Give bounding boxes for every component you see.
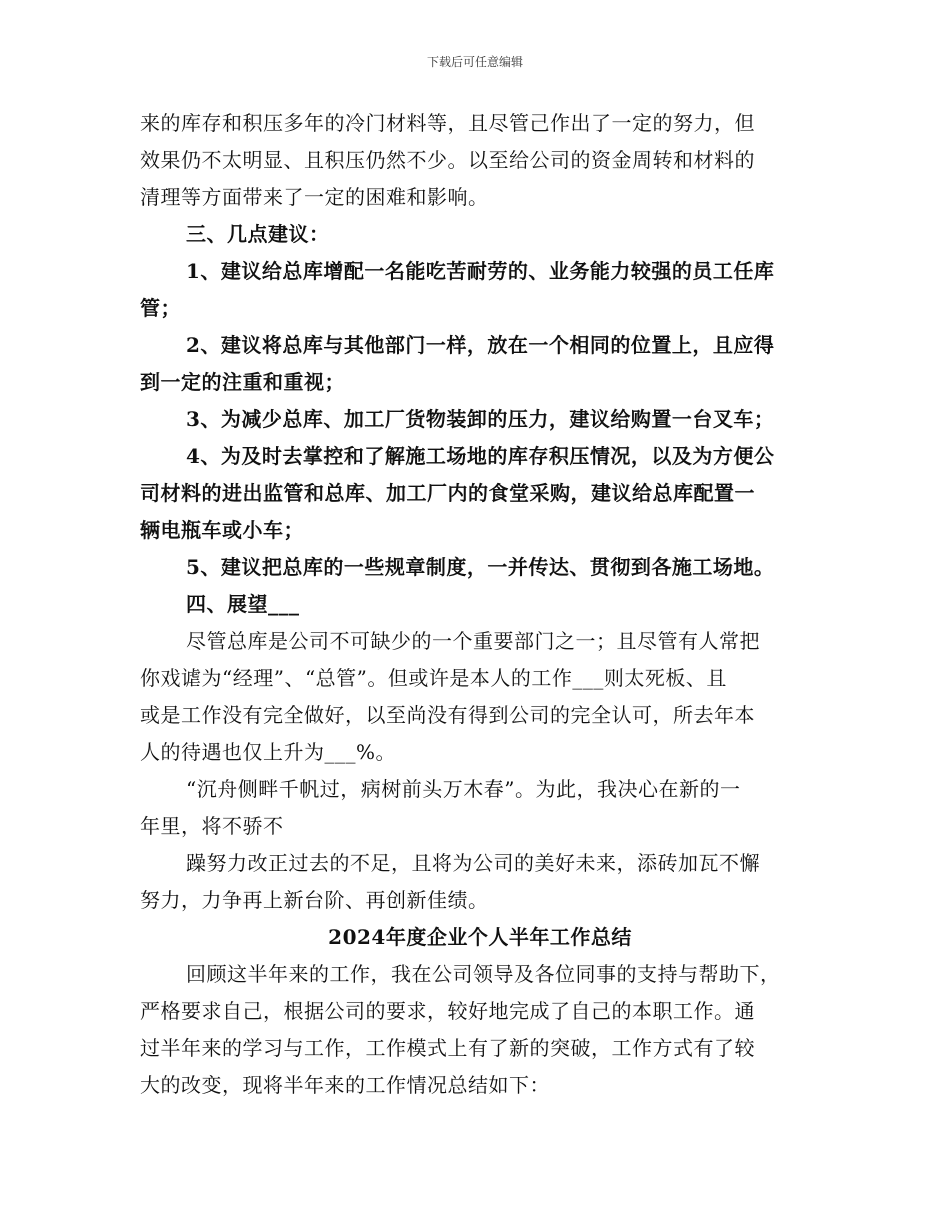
paragraph-line: 人的待遇也仅上升为___%。 bbox=[140, 740, 397, 764]
summary-line: 回顾这半年来的工作，我在公司领导及各位同事的支持与帮助下， bbox=[186, 962, 781, 986]
section-heading: 三、几点建议： bbox=[186, 222, 330, 246]
paragraph-line: 努力，力争再上新台阶、再创新佳绩。 bbox=[140, 888, 489, 912]
summary-line: 大的改变，现将半年来的工作情况总结如下： bbox=[140, 1073, 550, 1097]
paragraph-line: 清理等方面带来了一定的困难和影响。 bbox=[140, 185, 489, 209]
suggestion-line: 3、为减少总库、加工厂货物装卸的压力，建议给购置一台叉车； bbox=[186, 407, 775, 431]
suggestion-line: 4、为及时去掌控和了解施工场地的库存积压情况，以及为方便公 bbox=[186, 444, 775, 468]
paragraph-line: 躁努力改正过去的不足，且将为公司的美好未来，添砖加瓦不懈 bbox=[186, 851, 760, 875]
page-header: 下载后可任意编辑 bbox=[426, 55, 523, 69]
summary-line: 过半年来的学习与工作，工作模式上有了新的突破，工作方式有了较 bbox=[140, 1036, 755, 1060]
document-body bbox=[140, 105, 820, 1104]
document-title: 2024年度企业个人半年工作总结 bbox=[328, 925, 632, 949]
suggestion-line: 辆电瓶车或小车； bbox=[140, 518, 304, 542]
summary-line: 严格要求自己，根据公司的要求，较好地完成了自己的本职工作。通 bbox=[140, 999, 755, 1023]
suggestion-line: 2、建议将总库与其他部门一样，放在一个相同的位置上，且应得 bbox=[186, 333, 775, 357]
suggestion-line: 5、建议把总库的一些规章制度，一并传达、贯彻到各施工场地。 bbox=[186, 555, 775, 579]
paragraph-line: 或是工作没有完全做好，以至尚没有得到公司的完全认可，所去年本 bbox=[140, 703, 755, 727]
suggestion-line: 1、建议给总库增配一名能吃苦耐劳的、业务能力较强的员工任库 bbox=[186, 259, 775, 283]
paragraph-line: 来的库存和积压多年的冷门材料等，且尽管己作出了一定的努力，但 bbox=[140, 111, 755, 135]
suggestion-line: 到一定的注重和重视； bbox=[140, 370, 345, 394]
suggestion-line: 管； bbox=[140, 296, 181, 320]
suggestion-line: 司材料的进出监管和总库、加工厂内的食堂采购，建议给总库配置一 bbox=[140, 481, 755, 505]
paragraph-line: 效果仍不太明显、且积压仍然不少。以至给公司的资金周转和材料的 bbox=[140, 148, 755, 172]
paragraph-line: 你戏谑为“经理”、“总管”。但或许是本人的工作___则太死板、且 bbox=[140, 666, 727, 690]
section-heading: 四、展望___ bbox=[186, 592, 300, 616]
paragraph-line: 尽管总库是公司不可缺少的一个重要部门之一；且尽管有人常把 bbox=[186, 629, 760, 653]
paragraph-line: “沉舟侧畔千帆过，病树前头万木春”。为此，我决心在新的一 bbox=[186, 777, 741, 801]
paragraph-line: 年里，将不骄不 bbox=[140, 814, 284, 838]
